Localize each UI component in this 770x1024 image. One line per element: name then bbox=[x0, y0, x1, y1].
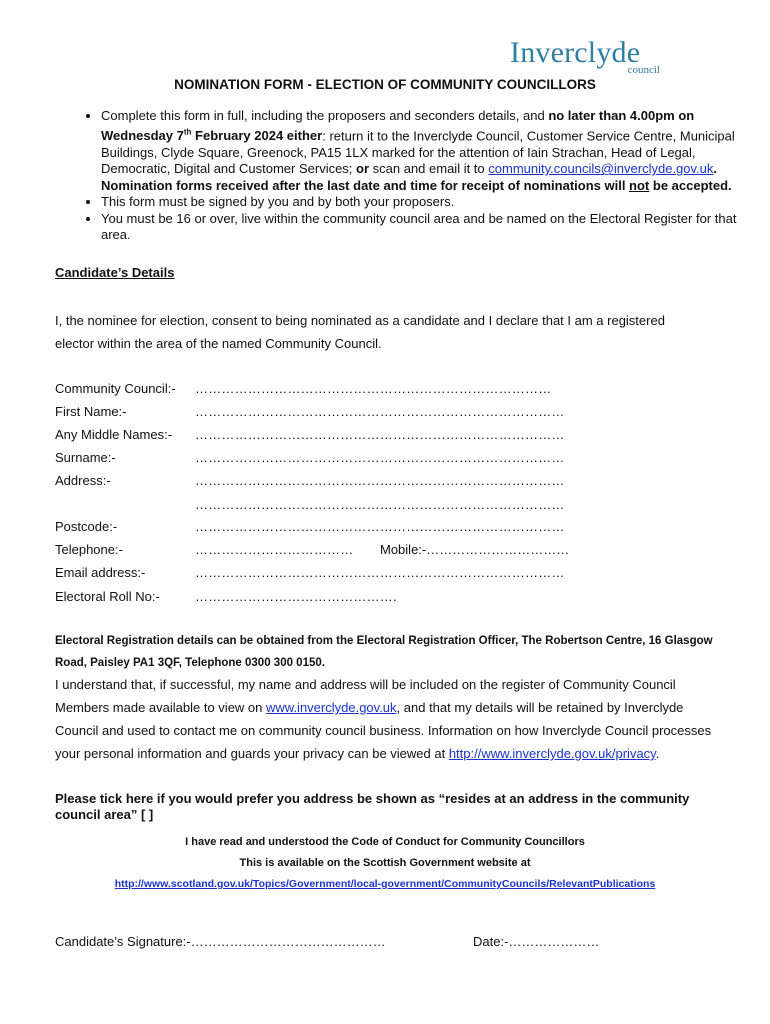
instruction-item-3: • You must be 16 or over, live within the community council area and be named on the Electoral Register for that area. bbox=[101, 211, 761, 244]
date-field[interactable]: Date:-………………… bbox=[473, 934, 600, 949]
email-label: Email address:- bbox=[55, 565, 146, 580]
ordinal-suffix: th bbox=[183, 127, 192, 137]
mobile-field[interactable]: Mobile:-…………………………… bbox=[380, 542, 570, 557]
community-council-field[interactable]: ……………………………………………………………………… bbox=[195, 381, 552, 396]
scottish-government-link[interactable]: http://www.scotland.gov.uk/Topics/Government/local-government/CommunityCouncils/RelevantPublications bbox=[114, 878, 656, 890]
electoral-registration-note: Electoral Registration details can be obtained from the Electoral Registration Officer, The Robertson Centre, 16 Glasgow Road, Paisley PA1 3QF, Telephone 0300 300 0150. bbox=[55, 635, 713, 669]
late-warning-text: . Nomination forms received after the last date and time for receipt of nominations will bbox=[101, 161, 718, 193]
inverclyde-website-link[interactable]: www.inverclyde.gov.uk bbox=[266, 700, 397, 715]
email-field[interactable]: ………………………………………………………………………… bbox=[195, 565, 565, 580]
telephone-label: Telephone:- bbox=[55, 542, 123, 557]
inverclyde-council-logo bbox=[510, 36, 660, 78]
instruction-text: Complete this form in full, including the proposers and seconders details, and bbox=[101, 108, 549, 123]
instruction-item-2: • This form must be signed by you and by both your proposers. bbox=[101, 194, 761, 211]
electoral-roll-field[interactable]: ………………………………………. bbox=[195, 589, 397, 604]
surname-field[interactable]: ………………………………………………………………………… bbox=[195, 450, 565, 465]
privacy-statement bbox=[55, 673, 715, 765]
instructions-list bbox=[55, 108, 761, 244]
address-field-line-1[interactable]: ………………………………………………………………………… bbox=[195, 473, 565, 488]
address-field-line-2[interactable]: ………………………………………………………………………… bbox=[195, 497, 565, 512]
instruction-item-1 bbox=[101, 108, 761, 194]
or-text: or bbox=[356, 161, 370, 177]
not-text: not bbox=[629, 177, 650, 193]
first-name-label: First Name:- bbox=[55, 404, 127, 419]
middle-names-label: Any Middle Names:- bbox=[55, 427, 173, 442]
privacy-text: I understand that, if successful, my name and address will be included on the register of Community Council Members made available to view on bbox=[55, 677, 676, 715]
postcode-label: Postcode:- bbox=[55, 519, 118, 534]
community-council-label: Community Council:- bbox=[55, 381, 176, 396]
code-availability-note: This is available on the Scottish Government website at bbox=[239, 857, 531, 869]
middle-names-field[interactable]: ………………………………………………………………………… bbox=[195, 427, 565, 442]
community-councils-email-link[interactable]: community.councils@inverclyde.gov.uk bbox=[488, 161, 714, 177]
candidate-details-heading: Candidate’s Details bbox=[55, 265, 175, 280]
address-label: Address:- bbox=[55, 473, 111, 488]
surname-label: Surname:- bbox=[55, 450, 116, 465]
address-display-tick-option[interactable]: Please tick here if you would prefer you address be shown as “resides at an address in the community council area” [ ] bbox=[55, 791, 690, 822]
electoral-roll-label: Electoral Roll No:- bbox=[55, 589, 160, 604]
telephone-field[interactable]: ……………………………… bbox=[195, 542, 354, 557]
deadline-text: no later than 4.00pm on Wednesday 7 bbox=[101, 108, 695, 143]
nominee-declaration: I, the nominee for election, consent to being nominated as a candidate and I declare that I am a registered elector within the area of the named Community Council. bbox=[55, 313, 665, 351]
privacy-text-end: . bbox=[655, 746, 660, 761]
form-title: NOMINATION FORM - ELECTION OF COMMUNITY COUNCILLORS bbox=[174, 77, 596, 92]
postcode-field[interactable]: ………………………………………………………………………… bbox=[195, 519, 565, 534]
logo-council-label: council bbox=[627, 64, 660, 76]
code-of-conduct-statement: I have read and understood the Code of Conduct for Community Councillors bbox=[185, 836, 585, 848]
deadline-text-end: February 2024 either bbox=[191, 127, 323, 143]
privacy-text: , and that my details will be retained by Inverclyde Council and used to contact me on community council business. Information on how Inverclyde Council processes your personal information and guards your privacy can be viewed at bbox=[55, 700, 712, 761]
instruction-text: : return it to the Inverclyde Council, Customer Service Centre, Municipal Buildings, Clyde Square, Greenock, PA15 1LX marked for the attention of Iain Strachan, Head of Legal, Democratic, Digital and Customer Services; bbox=[101, 127, 735, 177]
first-name-field[interactable]: ………………………………………………………………………… bbox=[195, 404, 565, 419]
logo-wordmark: Inverclyde bbox=[510, 36, 641, 69]
candidate-signature-field[interactable]: Candidate’s Signature:-……………………………………… bbox=[55, 934, 386, 949]
privacy-policy-link[interactable]: http://www.inverclyde.gov.uk/privacy bbox=[448, 746, 656, 761]
instruction-text: scan and email it to bbox=[369, 161, 489, 177]
late-warning-end: be accepted. bbox=[649, 177, 732, 193]
